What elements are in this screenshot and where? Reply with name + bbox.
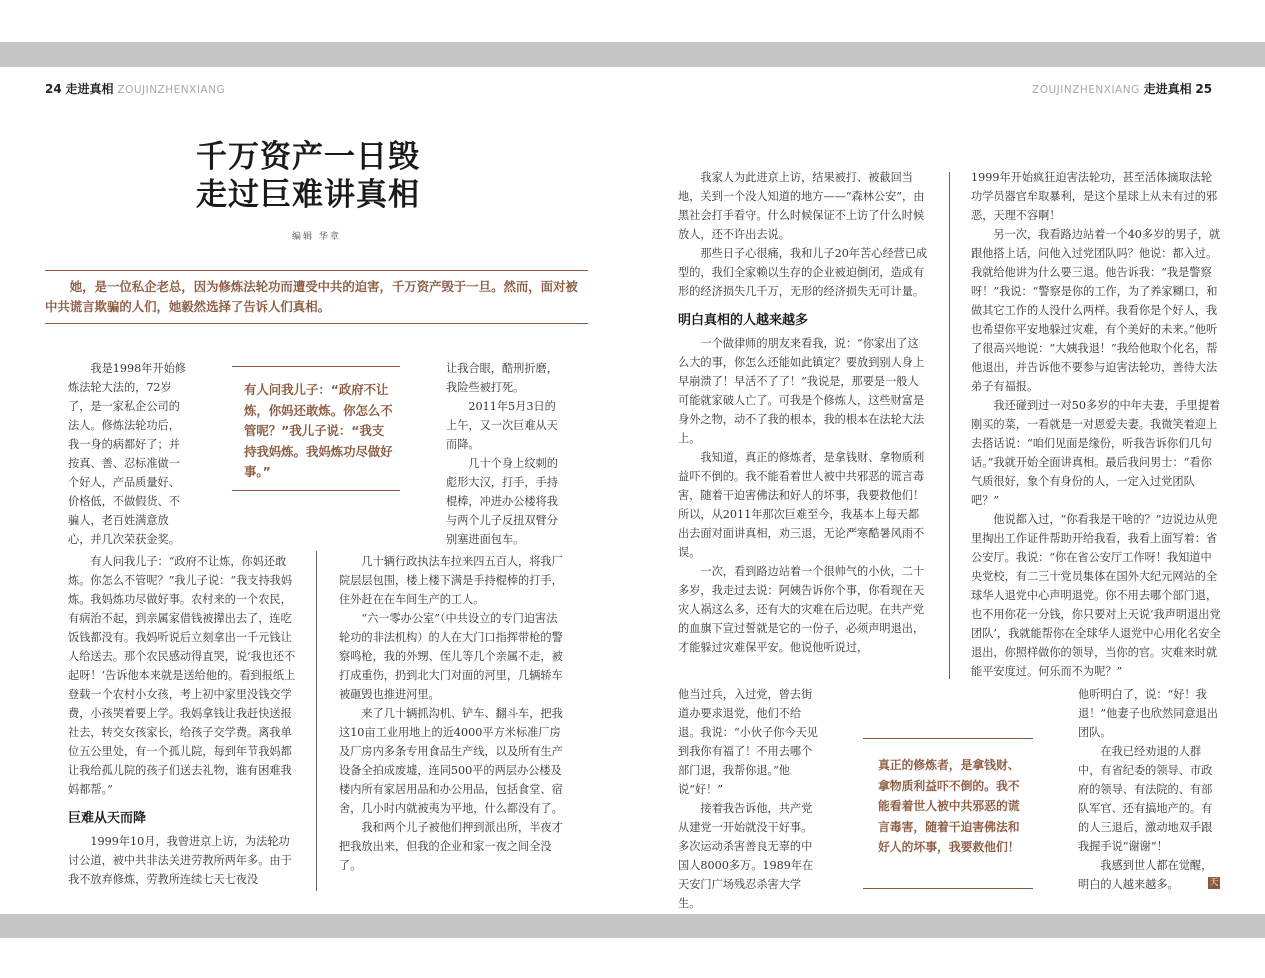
pull-quote-1-bottom-rule	[232, 490, 400, 491]
editor-credit: 编辑 华章	[292, 232, 341, 242]
article-title	[196, 138, 456, 214]
title-line-1: 千万资产一日毁	[196, 139, 420, 175]
section-heading-1: 巨难从天而降	[68, 811, 147, 826]
lead-paragraph: 她，是一位私企老总，因为修炼法轮功而遭受中共的迫害，千万资产毁于一旦。然而，面对被中共谎言欺骗的人们，她毅然选择了告诉人们真相。	[45, 279, 578, 314]
col1-paragraph-3: 1999年10月，我曾进京上访，为法轮功讨公道，被中共非法关进劳教所两年多。由于我不放弃修炼，劳教所连续七天七夜没	[68, 835, 292, 886]
col2-paragraph-4: 几十辆行政执法车拉来四五百人，将我厂院层层包围，楼上楼下满是手持棍棒的打手，住外赶在在车间生产的工人。	[339, 555, 563, 606]
pull-quote-2-bottom-rule	[863, 888, 1033, 889]
column-3-lower	[678, 685, 820, 913]
right-page-number: 25	[1195, 82, 1213, 96]
lead-top-rule	[45, 270, 588, 271]
col3-paragraph-6: 他当过兵，入过党，曾去街道办要求退党，他们不给退。我说：“小伙子你今天见到我你有福了！不用去哪个部门退，我帮你退。”他说“好！”	[678, 688, 818, 796]
col4-paragraph-6: 在我已经劝退的人群中，有省纪委的领导、市政府的领导、有法院的、有部队军官、还有搞地产的。有的人三退后，激动地双手跟我握手说“谢谢”！	[1078, 745, 1213, 853]
col3-paragraph-1: 我家人为此进京上访，结果被打、被截回当地，关到一个没人知道的地方——“森林公安”，由黑社会打手看守。什么时候保证不上访了什么时候放人，还不许出去说。	[678, 171, 925, 241]
col3-paragraph-4: 我知道，真正的修炼者，是拿钱财、拿物质利益吓不倒的。我不能看着世人被中共邪恶的谎言毒害，随着干迫害佛法和好人的坏事，我要救他们！所以，从2011年那次巨难至今，我基本上每天都出去面对面讲真相，劝三退，无论严寒酷暑风雨不误。	[678, 451, 925, 559]
col4-paragraph-2: 另一次，我看路边站着一个40多岁的男子，就跟他搭上话，问他入过党团队吗？他说：都入过。我就给他讲为什么要三退。他告诉我：“我是警察呀！”我说：“警察是你的工作，为了养家糊口，和做其它工作的人没什么两样。我看你是个好人，我也希望你平安地躲过灾难，有个美好的未来。”他听了很高兴地说：“大姨我退！”我给他取个化名，帮他退出，并告诉他不要参与迫害法轮功，善待大法弟子有福报。	[971, 228, 1221, 393]
column-divider-left	[316, 551, 317, 891]
right-page-header	[1032, 80, 1212, 97]
left-section-title: 走进真相	[65, 82, 114, 96]
col4-paragraph-4: 他说都入过，“你看我是干啥的？”边说边从兜里掏出工作证件帮助开给我看，我看上面写着：省公安厅。我说：“你在省公安厅工作呀！我知道中央党校，有二三十党员集体在国外大纪元网站的全球华人退党中心声明退党。你不用去哪个部门退，也不用你花一分钱，你只要对上天说‘我声明退出党团队’，我就能帮你在全球华人退党中心用化名安全退出，你照样做你的领导，当你的官。灾难来时就能平安度过。何乐而不为呢？”	[971, 513, 1221, 678]
right-section-title: 走进真相	[1143, 82, 1192, 96]
bottom-gray-band	[0, 914, 1265, 938]
col3-paragraph-7: 接着我告诉他，共产党从建党一开始就没干好事。多次运动杀害善良无辜的中国人8000多万。1989年在天安门广场残忍杀害大学生。	[678, 802, 814, 910]
lead-bottom-rule	[45, 323, 588, 324]
col1-paragraph-1: 我是1998年开始修炼法轮大法的，72岁了，是一家私企公司的法人。修炼法轮功后，我一身的病都好了；并按真、善、忍标准做一个好人，产品质量好、价格低，不做假货、不骗人，老百姓满意放心，并几次荣获金奖。	[68, 362, 186, 546]
col2-paragraph-2: 2011年5月3日的上午，又一次巨难从天而降。	[446, 400, 558, 451]
col2-paragraph-6: 来了几十辆抓沟机、铲车、翻斗车，把我这10亩工业用地上的近4000平方米标准厂房及厂房内多条专用食品生产线，以及所有生产设备全拍成废墟，连同500平的两层办公楼及楼内所有家居用品和办公用品，包括食堂、宿舍，几小时内就被夷为平地，什么都没有了。	[339, 707, 563, 815]
col1-paragraph-2: 有人问我儿子：“政府不让炼，你妈还敢炼。你怎么不管呢？”我儿子说：“我支持我妈炼。我妈炼功尽做好事。农村来的一个农民，有病治不起，到亲属家借钱被撵出去了，连吃饭钱都没有。我妈听说后立刻拿出一千元钱让人给送去。那个农民感动得直哭，说‘我也还不起呀！’告诉他本来就是送给他的。看到报纸上登载一个农村小女孩，考上初中家里没钱交学费，小孩哭着要上学。我妈拿钱让我赶快送报社去，转交女孩家长，给孩子交学费。离我单位五公里处，有一个孤儿院，每到年节我妈都让我给孤儿院的孩子们送去礼物，谁有困难我妈都帮。”	[68, 555, 296, 796]
column-2-upper	[446, 359, 566, 549]
col4-paragraph-5: 他听明白了，说：“好！我退！”他妻子也欣然同意退出团队。	[1078, 688, 1218, 739]
pull-quote-2-top-rule	[863, 738, 1033, 739]
col4-paragraph-3: 我还碰到过一对50多岁的中年夫妻，手里提着刚买的菜，一看就是一对恩爱夫妻。我微笑着迎上去搭话说：“咱们见面是缘份，听我告诉你们几句话。”我就开始全面讲真相。最后我问男士：“看你气质很好，象个有身份的人，一定入过党团队吧？”	[971, 399, 1221, 507]
column-1-lower	[68, 552, 296, 889]
article-end-mark: 天	[1209, 878, 1219, 888]
col2-paragraph-7: 我和两个儿子被他们押到派出所，半夜才把我放出来，但我的企业和家一夜之间全没了。	[339, 821, 563, 872]
column-divider-right	[949, 172, 950, 679]
section-heading-2: 明白真相的人越来越多	[678, 313, 809, 328]
left-page-header	[45, 80, 225, 97]
column-4-upper	[971, 168, 1221, 681]
col2-paragraph-3: 几十个身上纹刺的彪形大汉，打手，手持棍棒，冲进办公楼将我与两个儿子反扭双臂分别塞进面包车。	[446, 457, 558, 546]
col3-paragraph-2: 那些日子心很痛，我和儿子20年苦心经营已成型的，我们全家赖以生存的企业被迫倒闭，造成有形的经济损失几千万，无形的经济损失无可计量。	[678, 247, 928, 298]
pull-quote-1: 有人问我儿子：“政府不让炼，你妈还敢炼。你怎么不管呢？”我儿子说：“我支持我妈炼。我妈炼功尽做好事。”	[244, 382, 393, 479]
title-line-2: 走过巨难讲真相	[196, 177, 420, 213]
col3-paragraph-5: 一次，看到路边站着一个很帅气的小伙，二十多岁，我走过去说：阿姨告诉你个事，你看现在天灾人祸这么多，还有大的灾难在后边呢。在共产党的血旗下宣过誓就是它的一份子，必须声明退出，才能躲过灾难保平安。他说他听说过，	[678, 565, 925, 654]
left-section-latin: ZOUJINZHENXIANG	[117, 84, 226, 96]
column-3-upper	[678, 168, 928, 657]
col3-paragraph-3: 一个做律师的朋友来看我，说：“你家出了这么大的事，你怎么还能如此镇定？要放到别人身上早崩溃了！早活不了了！”我说是，那要是一般人可能就家破人亡了。可我是个修炼人，这些财富是身外之物，动不了我的根本，我的根本在法轮大法上。	[678, 337, 925, 445]
right-section-latin: ZOUJINZHENXIANG	[1032, 84, 1140, 96]
pull-quote-2: 真正的修炼者，是拿钱财、拿物质利益吓不倒的。我不能看着世人被中共邪恶的谎言毒害，随着干迫害佛法和好人的坏事，我要救他们！	[878, 758, 1020, 854]
col2-paragraph-5: “六一零办公室”（中共设立的专门迫害法轮功的非法机构）的人在大门口指挥带枪的警察鸣枪，我的外甥、侄儿等几个亲属不走，被打成重伤，扔到北大门对面的河里，几辆轿车被砸毁也推进河里。	[339, 612, 563, 701]
pull-quote-1-top-rule	[232, 366, 400, 367]
top-gray-band	[0, 42, 1265, 67]
column-2-lower	[339, 552, 567, 875]
col4-paragraph-7: 我感到世人都在觉醒，明白的人越来越多。	[1078, 859, 1213, 891]
column-1-upper	[68, 359, 188, 549]
col4-paragraph-1: 1999年开始疯狂迫害法轮功，甚至活体摘取法轮功学员器官牟取暴利，是这个星球上从未有过的邪恶，天理不容啊！	[971, 171, 1218, 222]
col2-paragraph-1: 让我合眼，酷刑折磨，我险些被打死。	[446, 362, 558, 394]
column-4-lower	[1078, 685, 1222, 894]
left-page-number: 24	[45, 82, 62, 96]
